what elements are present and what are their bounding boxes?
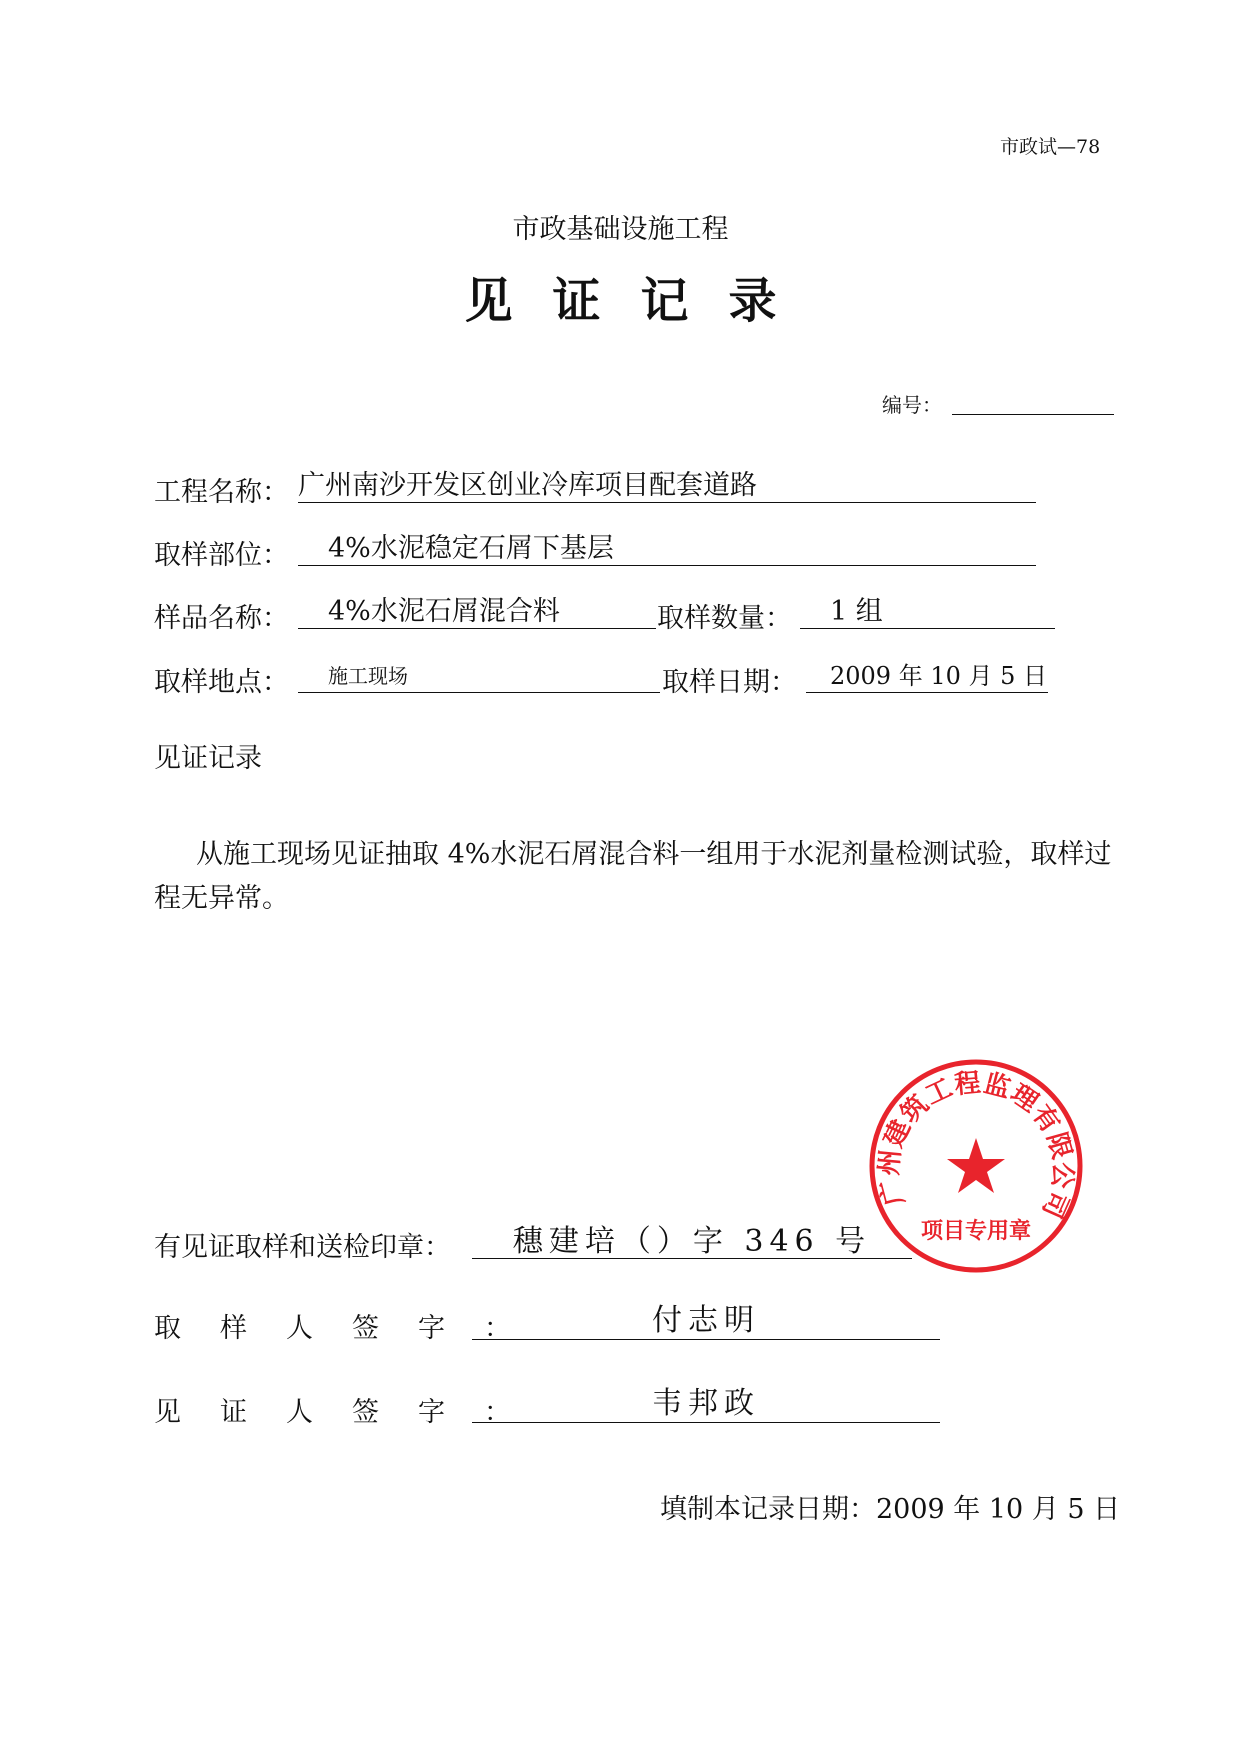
record-text: 从施工现场见证抽取 4%水泥石屑混合料一组用于水泥剂量检测试验，取样过程无异常。 xyxy=(154,839,1112,914)
sampler-name: 付志明 xyxy=(652,1303,760,1338)
form-code: 市政试—78 xyxy=(1000,136,1101,158)
sampling-date-label: 取样日期： xyxy=(662,667,797,698)
sampling-date-field[interactable] xyxy=(806,660,1048,693)
project-name-label: 工程名称： xyxy=(154,477,289,508)
star-icon xyxy=(947,1138,1005,1193)
seal-number-value: 穗建培（）字 346 号 xyxy=(512,1224,872,1259)
sample-name-field[interactable] xyxy=(298,596,656,629)
sample-name-value: 4%水泥石屑混合料 xyxy=(328,596,560,627)
sampling-part-label: 取样部位： xyxy=(154,540,289,571)
fill-date-value: 2009 年 10 月 5 日 xyxy=(876,1494,1121,1525)
sampler-signature-field[interactable] xyxy=(472,1303,940,1340)
fill-date-line xyxy=(660,1487,1120,1526)
document-title: 见证记录 xyxy=(464,273,817,329)
witness-name: 韦邦政 xyxy=(652,1386,760,1421)
serial-number-field[interactable] xyxy=(952,414,1114,415)
seal-label: 有见证取样和送检印章： xyxy=(154,1232,451,1263)
sample-name-label: 样品名称： xyxy=(154,603,289,634)
witness-signature-label: 见证人签字： xyxy=(154,1397,550,1428)
sampling-place-label: 取样地点： xyxy=(154,667,289,698)
sampling-date-value: 2009 年 10 月 5 日 xyxy=(830,662,1048,690)
document-subtitle: 市政基础设施工程 xyxy=(512,214,729,245)
record-heading: 见证记录 xyxy=(154,743,262,774)
sampling-place-field[interactable] xyxy=(298,660,660,693)
sampling-part-field[interactable] xyxy=(298,533,1036,566)
sample-quantity-label: 取样数量： xyxy=(657,603,792,634)
project-name-value: 广州南沙开发区创业冷库项目配套道路 xyxy=(298,470,757,501)
sample-quantity-value: 1 组 xyxy=(830,596,883,627)
svg-text:项目专用章: 项目专用章 xyxy=(920,1219,1032,1244)
seal-number-field[interactable] xyxy=(472,1224,912,1259)
serial-number-label: 编号： xyxy=(882,393,942,417)
sampler-signature-label: 取样人签字： xyxy=(154,1313,550,1344)
sampling-part-value: 4%水泥稳定石屑下基层 xyxy=(328,533,614,564)
svg-text:广州建筑工程监理有限公司: 广州建筑工程监理有限公司 xyxy=(874,1067,1078,1224)
witness-signature-field[interactable] xyxy=(472,1386,940,1423)
project-name-field[interactable] xyxy=(298,470,1036,503)
sampling-place-value: 施工现场 xyxy=(328,664,408,688)
sample-quantity-field[interactable] xyxy=(800,596,1055,629)
fill-date-label: 填制本记录日期： xyxy=(660,1494,876,1525)
